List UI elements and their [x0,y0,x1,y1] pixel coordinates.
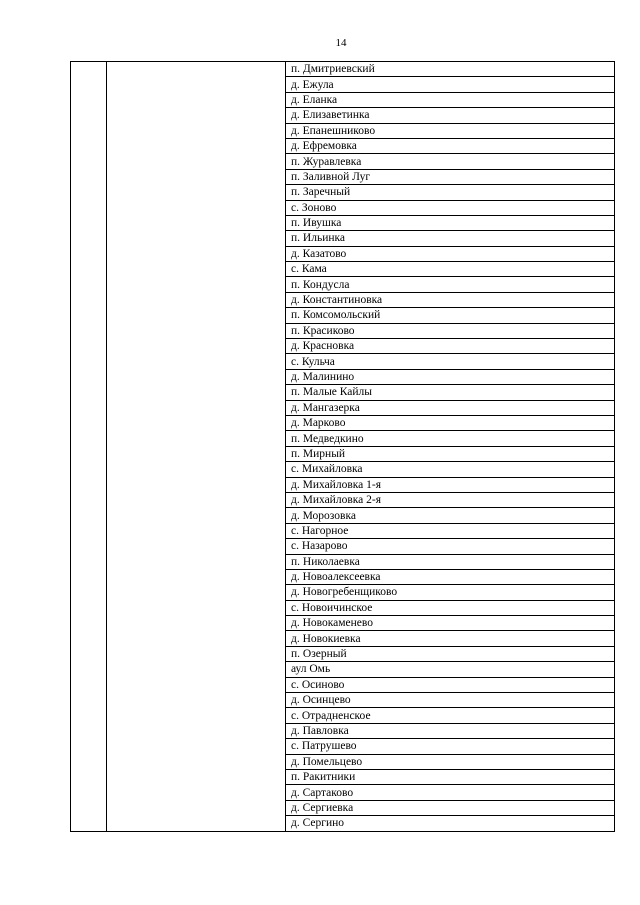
settlement-name-cell: д. Сергиевка [286,800,615,815]
settlement-name-cell: д. Новоалексеевка [286,569,615,584]
settlement-name-cell: с. Нагорное [286,523,615,538]
settlement-name-cell: с. Кульча [286,354,615,369]
settlement-name-cell: д. Павловка [286,723,615,738]
settlement-name-cell: с. Зоново [286,200,615,215]
settlement-name-cell: д. Михайловка 1-я [286,477,615,492]
settlement-name-cell: д. Новокиевка [286,631,615,646]
settlement-name-cell: п. Ракитники [286,769,615,784]
settlement-name-cell: п. Заливной Луг [286,169,615,184]
settlement-name-cell: с. Кама [286,262,615,277]
settlement-name-cell: д. Сартаково [286,785,615,800]
settlement-name-cell: д. Осинцево [286,693,615,708]
settlement-name-cell: д. Новокаменево [286,616,615,631]
table-row [71,62,615,77]
settlement-name-cell: п. Заречный [286,185,615,200]
municipality-cell [107,62,286,832]
settlement-name-cell: п. Комсомольский [286,308,615,323]
settlement-name-cell: д. Константиновка [286,292,615,307]
settlements-table-body [71,62,615,832]
settlement-name-cell: д. Сергино [286,816,615,831]
settlement-name-cell: д. Михайловка 2-я [286,492,615,507]
settlement-name-cell: с. Михайловка [286,462,615,477]
settlement-name-cell: д. Ефремовка [286,138,615,153]
settlement-name-cell: с. Осиново [286,677,615,692]
settlement-name-cell: д. Елизаветинка [286,108,615,123]
settlement-name-cell: п. Мирный [286,446,615,461]
settlement-name-cell: п. Медведкино [286,431,615,446]
settlement-name-cell: д. Марково [286,415,615,430]
settlement-name-cell: д. Епанешниково [286,123,615,138]
settlement-name-cell: п. Ивушка [286,215,615,230]
settlement-name-cell: п. Красиково [286,323,615,338]
settlement-name-cell: с. Патрушево [286,739,615,754]
settlement-name-cell: с. Отрадненское [286,708,615,723]
settlement-name-cell: п. Николаевка [286,554,615,569]
settlement-name-cell: д. Новогребенщиково [286,585,615,600]
settlements-table [70,61,615,832]
settlement-name-cell: д. Казатово [286,246,615,261]
settlement-name-cell: д. Помельцево [286,754,615,769]
settlement-name-cell: п. Малые Кайлы [286,385,615,400]
settlement-name-cell: д. Морозовка [286,508,615,523]
settlement-name-cell: д. Красновка [286,339,615,354]
settlement-name-cell: д. Еланка [286,92,615,107]
number-cell [71,62,107,832]
settlement-name-cell: п. Кондусла [286,277,615,292]
settlement-name-cell: д. Мангазерка [286,400,615,415]
settlement-name-cell: д. Малинино [286,369,615,384]
settlement-name-cell: аул Омь [286,662,615,677]
settlement-name-cell: д. Ежула [286,77,615,92]
settlement-name-cell: с. Назарово [286,539,615,554]
page-number: 14 [335,37,347,49]
settlement-name-cell: п. Дмитриевский [286,62,615,77]
settlement-name-cell: п. Озерный [286,646,615,661]
settlement-name-cell: п. Ильинка [286,231,615,246]
settlement-name-cell: с. Новоичинское [286,600,615,615]
settlement-name-cell: п. Журавлевка [286,154,615,169]
